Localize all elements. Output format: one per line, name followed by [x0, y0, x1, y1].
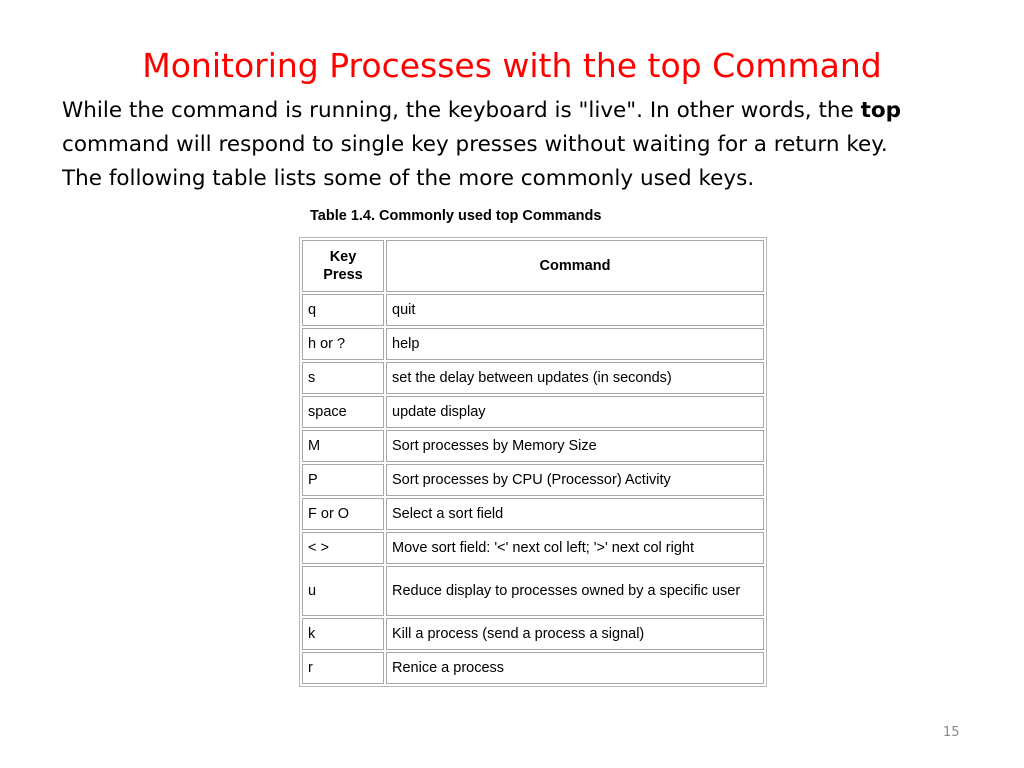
- slide-title: Monitoring Processes with the top Command: [142, 46, 882, 85]
- command-cell: Sort processes by Memory Size: [386, 430, 764, 462]
- command-cell: Reduce display to processes owned by a specific user: [386, 566, 764, 616]
- page-number: 15: [943, 725, 960, 740]
- table-row: [302, 396, 764, 428]
- table-row: [302, 362, 764, 394]
- command-cell: set the delay between updates (in seconds): [386, 362, 764, 394]
- key-cell: r: [302, 652, 384, 684]
- table-header-row: [302, 240, 764, 292]
- table-row: [302, 566, 764, 616]
- key-cell: F or O: [302, 498, 384, 530]
- body-line-3: The following table lists some of the more commonly used keys.: [62, 166, 755, 191]
- key-cell: space: [302, 396, 384, 428]
- key-cell: q: [302, 294, 384, 326]
- commands-table: [299, 237, 767, 687]
- body-line-1-text: While the command is running, the keyboard is "live". In other words, the: [62, 98, 861, 123]
- table-row: [302, 430, 764, 462]
- key-cell: h or ?: [302, 328, 384, 360]
- command-cell: Select a sort field: [386, 498, 764, 530]
- table-row: [302, 294, 764, 326]
- command-cell: Sort processes by CPU (Processor) Activity: [386, 464, 764, 496]
- slide-body: [62, 94, 982, 196]
- command-cell: quit: [386, 294, 764, 326]
- table-row: [302, 464, 764, 496]
- header-command: Command: [386, 240, 764, 292]
- table-row: [302, 532, 764, 564]
- command-cell: Renice a process: [386, 652, 764, 684]
- table-row: [302, 618, 764, 650]
- table-row: [302, 652, 764, 684]
- key-cell: < >: [302, 532, 384, 564]
- key-cell: M: [302, 430, 384, 462]
- table-row: [302, 328, 764, 360]
- header-key-line-2: Press: [323, 267, 363, 283]
- command-cell: Kill a process (send a process a signal): [386, 618, 764, 650]
- key-cell: P: [302, 464, 384, 496]
- body-line-1-bold-top: top: [860, 98, 902, 123]
- command-cell: update display: [386, 396, 764, 428]
- body-line-1: [62, 94, 982, 128]
- key-cell: s: [302, 362, 384, 394]
- command-cell: Move sort field: '<' next col left; '>' next col right: [386, 532, 764, 564]
- key-cell: k: [302, 618, 384, 650]
- table-caption: Table 1.4. Commonly used top Commands: [310, 208, 602, 224]
- header-key-line-1: Key: [329, 249, 357, 265]
- header-key-press: [302, 240, 384, 292]
- command-cell: help: [386, 328, 764, 360]
- key-cell: u: [302, 566, 384, 616]
- body-line-2: command will respond to single key presses without waiting for a return key.: [62, 132, 888, 157]
- table-row: [302, 498, 764, 530]
